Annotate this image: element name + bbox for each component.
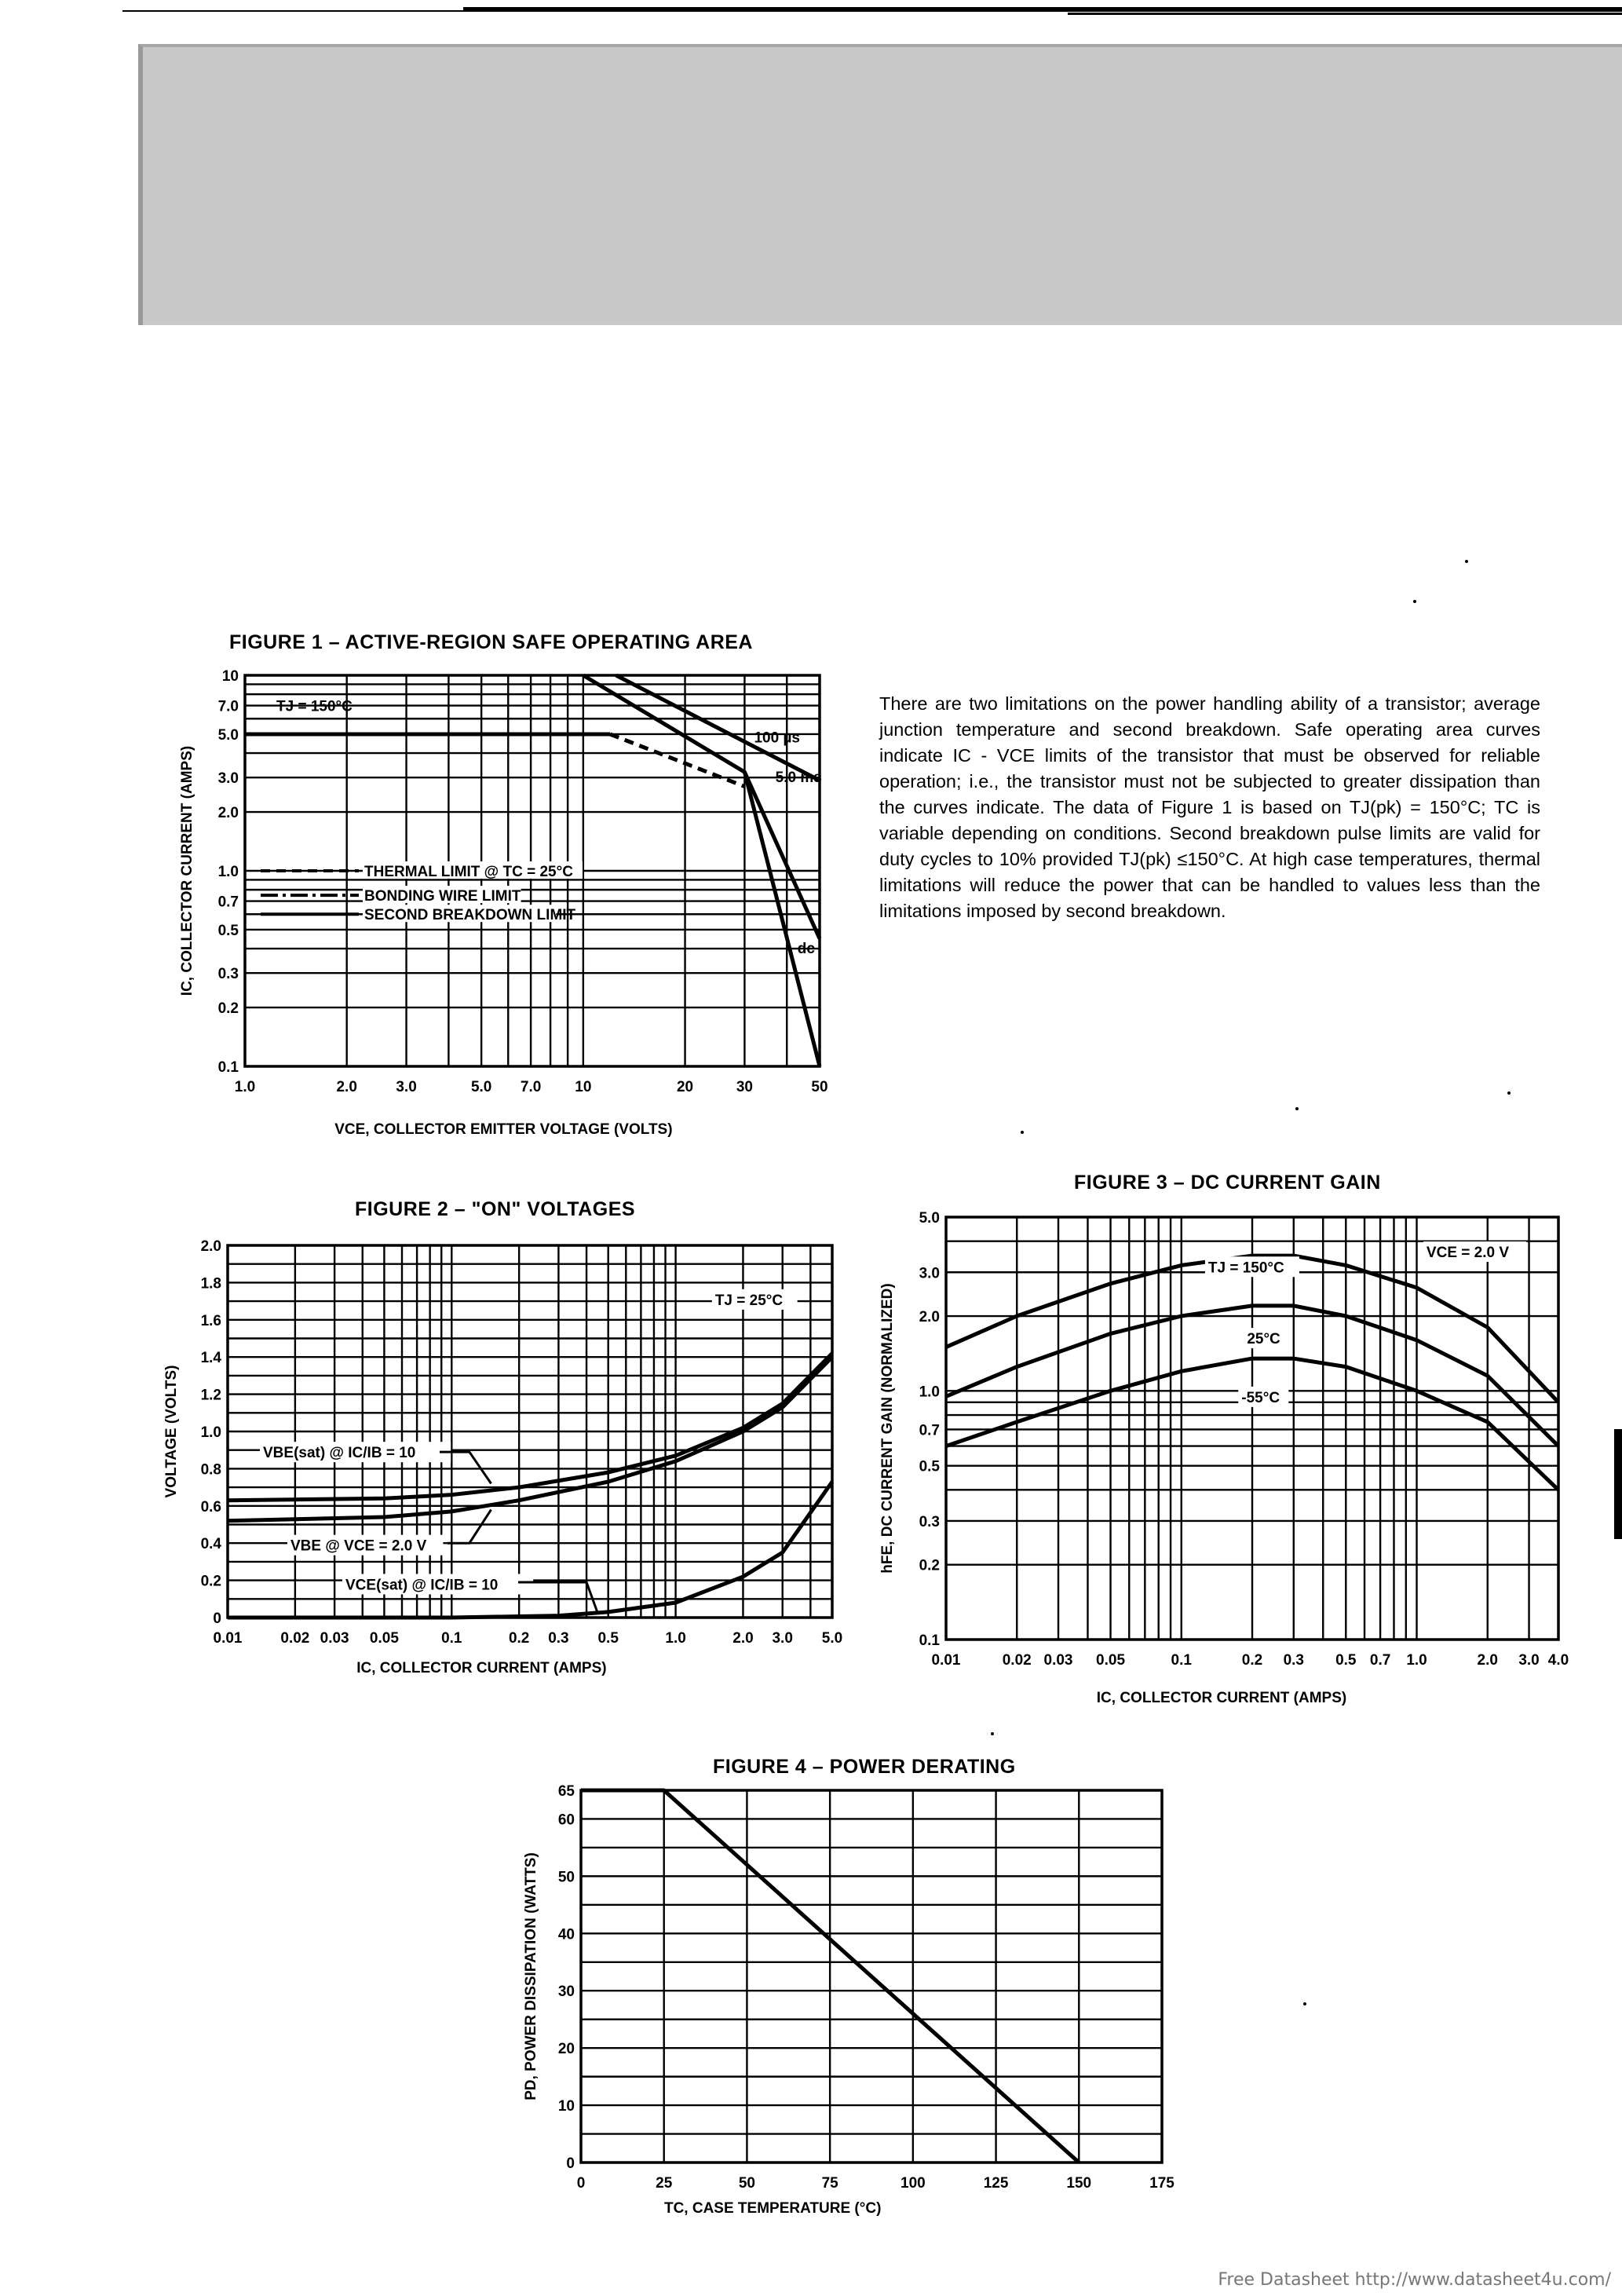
- margin-mark: [1614, 1429, 1622, 1539]
- x-tick-label: 50: [738, 2175, 755, 2192]
- x-tick-label: 3.0: [1518, 1652, 1540, 1669]
- x-axis-title: VCE, COLLECTOR EMITTER VOLTAGE (VOLTS): [334, 1121, 673, 1138]
- scan-speck: [1507, 1091, 1511, 1095]
- y-tick-label: 40: [557, 1926, 575, 1943]
- y-tick-label: 0.7: [217, 894, 239, 911]
- x-tick-label: 0.2: [1241, 1652, 1263, 1669]
- x-tick-label: 1.0: [1406, 1652, 1427, 1669]
- scan-speck: [991, 1732, 994, 1735]
- pulse-5ms-label: 5.0 ms: [775, 770, 822, 787]
- x-tick-label: 0.02: [280, 1630, 310, 1647]
- vce-sat-label: VCE(sat) @ IC/IB = 10: [345, 1577, 499, 1594]
- y-tick-label: 0.1: [217, 1059, 239, 1076]
- x-tick-label: 0.05: [369, 1630, 399, 1647]
- y-tick-label: 10: [557, 2098, 575, 2115]
- x-tick-label: 0.2: [508, 1630, 530, 1647]
- y-tick-label: 30: [557, 1983, 575, 2001]
- x-tick-label: 5.0: [470, 1079, 492, 1095]
- y-tick-label: 0.5: [217, 922, 239, 939]
- y-tick-label: 3.0: [217, 770, 239, 788]
- scan-speck: [1021, 1131, 1024, 1134]
- figure1-chart: [157, 652, 848, 1139]
- vbe-label: VBE @ VCE = 2.0 V: [290, 1537, 427, 1555]
- y-tick-label: 65: [557, 1783, 575, 1800]
- top-rule: [122, 10, 1622, 12]
- x-tick-label: 2.0: [1477, 1652, 1498, 1669]
- x-axis-title: TC, CASE TEMPERATURE (°C): [663, 2200, 882, 2217]
- x-tick-label: 0.5: [597, 1630, 619, 1647]
- y-axis-title: IC, COLLECTOR CURRENT (AMPS): [179, 745, 195, 996]
- x-tick-label: 20: [676, 1079, 694, 1095]
- series-line: [616, 675, 820, 781]
- figure3-title: FIGURE 3 – DC CURRENT GAIN: [1074, 1172, 1381, 1194]
- leader-line: [448, 1510, 491, 1544]
- x-tick-label: 0.1: [441, 1630, 462, 1647]
- pulse-100us-label: 100 µs: [754, 729, 800, 747]
- y-tick-label: 0.3: [919, 1513, 940, 1530]
- series-line: [228, 1357, 832, 1521]
- y-tick-label: 20: [557, 2041, 575, 2058]
- y-tick-label: 1.0: [919, 1384, 940, 1401]
- y-tick-label: 1.0: [217, 864, 239, 880]
- y-tick-label: 0.6: [200, 1498, 221, 1515]
- x-tick-label: 50: [811, 1079, 828, 1095]
- y-tick-label: 50: [557, 1869, 575, 1886]
- y-tick-label: 1.6: [200, 1312, 221, 1329]
- y-tick-label: 7.0: [217, 698, 239, 715]
- scan-speck: [1303, 2002, 1306, 2005]
- x-tick-label: 0: [576, 2175, 586, 2192]
- y-tick-label: 0.2: [200, 1573, 221, 1590]
- series-line: [744, 772, 820, 1066]
- x-tick-label: 0.5: [1335, 1652, 1357, 1669]
- y-tick-label: 1.2: [200, 1387, 221, 1404]
- x-tick-label: 0.3: [1283, 1652, 1304, 1669]
- sog-description: There are two limitations on the power handling ability of a transistor; average junction temperature and second breakdown. Safe operating area curves indicate IC - VCE limits of the transistor that must be observed for reliable operation; i.e., the transistor must not be subjected to greater dissipation than the curves indicate. The data of Figure 1 is based on TJ(pk) = 150°C; TC is variable depending on conditions. Second breakdown pulse limits are valid for duty cycles to 10% provided TJ(pk) ≤150°C. At high case temperatures, thermal limitations will reduce the power that can be handled to values less than the limitations imposed by second breakdown.: [879, 693, 1540, 921]
- y-tick-label: 0.2: [919, 1557, 940, 1574]
- y-tick-label: 1.8: [200, 1275, 221, 1292]
- x-tick-label: 0.01: [213, 1630, 243, 1647]
- y-tick-label: 2.0: [200, 1238, 221, 1255]
- top-rule-bold: [463, 7, 1622, 10]
- y-tick-label: 0: [566, 2155, 575, 2172]
- x-tick-label: 0.02: [1002, 1652, 1032, 1669]
- x-tick-label: 0.3: [548, 1630, 569, 1647]
- y-axis-title: VOLTAGE (VOLTS): [163, 1365, 180, 1498]
- legend-label: THERMAL LIMIT @ TC = 25°C: [364, 864, 573, 880]
- x-tick-label: 0.03: [320, 1630, 349, 1647]
- y-axis-title: hFE, DC CURRENT GAIN (NORMALIZED): [879, 1283, 896, 1574]
- y-tick-label: 0.2: [217, 1000, 239, 1018]
- y-tick-label: 0.7: [919, 1422, 940, 1439]
- x-tick-label: 175: [1149, 2175, 1174, 2192]
- figure4-chart: [518, 1775, 1225, 2217]
- dc-label: dc: [797, 941, 815, 958]
- x-tick-label: 0.03: [1043, 1652, 1073, 1669]
- x-tick-label: 0.01: [931, 1652, 961, 1669]
- scan-speck: [1413, 600, 1416, 603]
- curve-label-150c: TJ = 150°C: [1207, 1260, 1284, 1277]
- y-tick-label: 1.0: [200, 1424, 221, 1441]
- tj-annotation: TJ = 25°C: [714, 1292, 784, 1309]
- x-tick-label: 100: [901, 2175, 926, 2192]
- y-tick-label: 0.8: [200, 1461, 221, 1479]
- curve-label-minus55c: -55°C: [1241, 1389, 1280, 1406]
- x-tick-label: 0.05: [1096, 1652, 1126, 1669]
- x-tick-label: 7.0: [520, 1079, 542, 1095]
- y-tick-label: 5.0: [919, 1210, 940, 1227]
- x-tick-label: 0.1: [1171, 1652, 1192, 1669]
- y-tick-label: 1.4: [200, 1350, 221, 1367]
- scan-speck: [1465, 560, 1468, 563]
- x-axis-title: IC, COLLECTOR CURRENT (AMPS): [356, 1660, 607, 1676]
- x-tick-label: 150: [1066, 2175, 1092, 2192]
- y-tick-label: 10: [221, 668, 239, 685]
- x-tick-label: 2.0: [336, 1079, 357, 1095]
- tj-annotation: TJ = 150°C: [276, 698, 353, 715]
- scan-speck: [1295, 1107, 1299, 1110]
- footer-credit: Free Datasheet http://www.datasheet4u.com/: [1218, 2270, 1611, 2290]
- y-tick-label: 5.0: [217, 726, 239, 744]
- x-tick-label: 5.0: [821, 1630, 843, 1647]
- x-tick-label: 1.0: [665, 1630, 686, 1647]
- y-tick-label: 2.0: [919, 1309, 940, 1326]
- y-tick-label: 0.1: [919, 1632, 940, 1649]
- x-tick-label: 75: [821, 2175, 838, 2192]
- curve-label-25c: 25°C: [1247, 1331, 1280, 1348]
- y-tick-label: 0: [213, 1610, 221, 1627]
- y-tick-label: 0.5: [919, 1458, 940, 1475]
- figure2-title: FIGURE 2 – "ON" VOLTAGES: [355, 1198, 636, 1220]
- x-tick-label: 4.0: [1547, 1652, 1569, 1669]
- x-tick-label: 125: [983, 2175, 1009, 2192]
- figure3-chart: [871, 1194, 1578, 1706]
- y-axis-title: PD, POWER DISSIPATION (WATTS): [523, 1852, 539, 2100]
- y-tick-label: 60: [557, 1812, 575, 1829]
- legend-label: BONDING WIRE LIMIT: [364, 888, 521, 905]
- figure2-chart: [157, 1217, 864, 1704]
- figure4-title: FIGURE 4 – POWER DERATING: [713, 1756, 1016, 1778]
- x-tick-label: 3.0: [396, 1079, 417, 1095]
- y-tick-label: 3.0: [919, 1265, 940, 1282]
- x-tick-label: 1.0: [234, 1079, 256, 1095]
- x-tick-label: 0.7: [1369, 1652, 1391, 1669]
- series-line: [583, 675, 820, 938]
- x-tick-label: 10: [575, 1079, 592, 1095]
- y-tick-label: 2.0: [217, 805, 239, 822]
- y-tick-label: 0.3: [217, 966, 239, 983]
- x-tick-label: 30: [736, 1079, 753, 1095]
- figure1-title: FIGURE 1 – ACTIVE-REGION SAFE OPERATING AREA: [229, 631, 753, 653]
- x-tick-label: 25: [656, 2175, 673, 2192]
- x-axis-title: IC, COLLECTOR CURRENT (AMPS): [1096, 1690, 1347, 1706]
- vce-annotation: VCE = 2.0 V: [1426, 1245, 1510, 1262]
- top-rule-right: [1068, 13, 1622, 15]
- vbe-sat-label: VBE(sat) @ IC/IB = 10: [263, 1445, 416, 1462]
- y-tick-label: 0.4: [200, 1536, 221, 1553]
- header-band: [138, 44, 1622, 325]
- x-tick-label: 3.0: [772, 1630, 793, 1647]
- legend-label: SECOND BREAKDOWN LIMIT: [364, 907, 576, 924]
- x-tick-label: 2.0: [732, 1630, 754, 1647]
